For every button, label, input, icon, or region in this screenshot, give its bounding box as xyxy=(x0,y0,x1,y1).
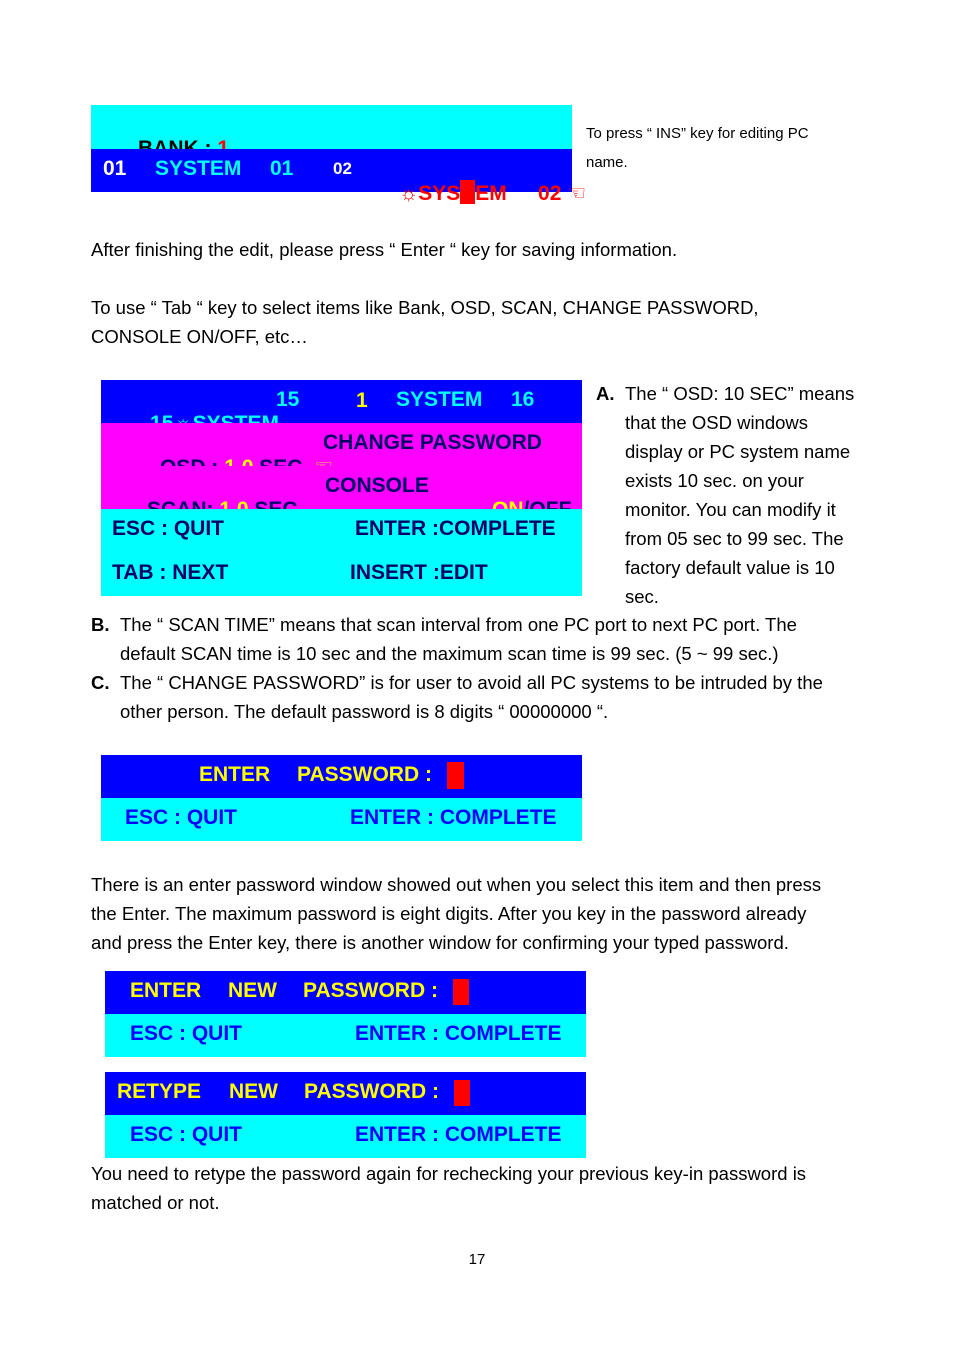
note-a-line: factory default value is 10 xyxy=(625,557,835,578)
esc-quit-hint: ESC : QUIT xyxy=(125,806,238,829)
enter-complete-hint: ENTER : COMPLETE xyxy=(350,806,557,829)
enter-password-window xyxy=(101,755,582,841)
password-input-cursor[interactable] xyxy=(454,1080,470,1106)
port-number-01: 01 xyxy=(103,157,127,180)
note-a-line: sec. xyxy=(625,586,659,607)
ins-key-note-line2: name. xyxy=(586,154,628,171)
new-password-hint-row xyxy=(105,1014,586,1057)
new-password-title-password: PASSWORD : xyxy=(303,979,438,1002)
port-index-02: 02 xyxy=(538,182,562,205)
note-b xyxy=(91,610,911,668)
new-password-window xyxy=(105,971,586,1057)
osd-bank-1: 1 xyxy=(356,389,368,412)
esc-quit-hint: ESC : QUIT xyxy=(130,1123,243,1146)
osd-index-16: 16 xyxy=(511,388,535,411)
password-input-cursor[interactable] xyxy=(447,762,464,789)
enter-complete-hint: ENTER : COMPLETE xyxy=(355,1022,562,1045)
note-b-line2: default SCAN time is 10 sec and the maximum scan time is 99 sec. (5 ~ 99 sec.) xyxy=(120,643,779,664)
retype-password-title-retype: RETYPE xyxy=(117,1080,202,1103)
retype-password-row xyxy=(105,1072,586,1115)
esc-quit-hint: ESC : QUIT xyxy=(112,517,225,540)
tab-next-hint: TAB : NEXT xyxy=(112,561,229,584)
note-c-label: C. xyxy=(91,672,110,693)
para-password-line2: the Enter. The maximum password is eight digits. After you key in the password already xyxy=(91,903,807,924)
sun-icon: ☼ xyxy=(399,182,419,205)
edit-cursor xyxy=(460,180,475,204)
retype-password-title-password: PASSWORD : xyxy=(304,1080,439,1103)
bank-osd-window xyxy=(91,105,587,205)
osd-row-osd-time xyxy=(101,423,582,466)
new-password-title-enter: ENTER xyxy=(130,979,202,1002)
osd-settings-window xyxy=(101,380,582,596)
ins-key-note xyxy=(586,119,946,177)
enter-password-hint-row xyxy=(101,798,582,841)
note-a-label: A. xyxy=(596,383,615,404)
retype-password-hint-row xyxy=(105,1115,586,1158)
change-password-item[interactable]: CHANGE PASSWORD xyxy=(323,431,542,454)
esc-quit-hint: ESC : QUIT xyxy=(130,1022,243,1045)
note-a-line: from 05 sec to 99 sec. The xyxy=(625,528,844,549)
osd-row-tab-insert xyxy=(101,553,582,596)
note-a-line: that the OSD windows xyxy=(625,412,809,433)
new-password-row xyxy=(105,971,586,1014)
note-c-line2: other person. The default password is 8 digits “ 00000000 “. xyxy=(120,701,609,722)
para-password-line3: and press the Enter key, there is another window for confirming your typed password. xyxy=(91,932,789,953)
para-password xyxy=(91,870,821,957)
note-a-line: The “ OSD: 10 SEC” means xyxy=(625,383,855,404)
para-retype xyxy=(91,1159,806,1217)
enter-password-title-a: ENTER xyxy=(199,763,271,786)
enter-password-title-b: PASSWORD : xyxy=(297,763,432,786)
port-name-system: SYSTEM xyxy=(155,157,242,180)
osd-system-name-b: SYSTEM xyxy=(396,388,483,411)
osd-row-systems xyxy=(101,380,582,423)
hand-pointer-icon: ☜ xyxy=(567,182,587,205)
para-tab-line2: CONSOLE ON/OFF, etc… xyxy=(91,326,308,347)
port-name-editing-part2: EM xyxy=(475,182,507,205)
bank-header-row xyxy=(91,105,572,149)
osd-index-15: 15 xyxy=(276,388,300,411)
osd-row-esc-enter xyxy=(101,509,582,553)
enter-complete-hint: ENTER :COMPLETE xyxy=(355,517,556,540)
port-number-02: 02 xyxy=(333,159,352,178)
note-a-line: display or PC system name xyxy=(625,441,851,462)
retype-password-title-new: NEW xyxy=(229,1080,278,1103)
port-index-01: 01 xyxy=(270,157,294,180)
note-c-line1: The “ CHANGE PASSWORD” is for user to avoid all PC systems to be intruded by the xyxy=(120,672,823,693)
enter-password-row xyxy=(101,755,582,798)
para-tab-key xyxy=(91,293,759,351)
password-input-cursor[interactable] xyxy=(453,979,469,1005)
console-label: CONSOLE xyxy=(325,474,429,497)
bank-port-row xyxy=(91,149,587,205)
insert-edit-hint: INSERT :EDIT xyxy=(350,561,488,584)
osd-row-scan-time xyxy=(101,466,582,509)
note-a-line: exists 10 sec. on your xyxy=(625,470,804,491)
note-a-line: monitor. You can modify it xyxy=(625,499,836,520)
note-b-label: B. xyxy=(91,614,110,635)
para-tab-line1: To use “ Tab “ key to select items like Bank, OSD, SCAN, CHANGE PASSWORD, xyxy=(91,297,759,318)
note-b-line1: The “ SCAN TIME” means that scan interval from one PC port to next PC port. The xyxy=(120,614,797,635)
port-name-editing-part1: SYS xyxy=(418,182,461,205)
note-c xyxy=(91,668,911,726)
para-after-edit: After finishing the edit, please press “ Enter “ key for saving information. xyxy=(91,239,678,260)
enter-complete-hint: ENTER : COMPLETE xyxy=(355,1123,562,1146)
page-number: 17 xyxy=(468,1251,486,1268)
para-password-line1: There is an enter password window showed out when you select this item and then press xyxy=(91,874,822,895)
new-password-title-new: NEW xyxy=(228,979,277,1002)
ins-key-note-line1: To press “ INS” key for editing PC xyxy=(586,125,809,142)
retype-password-window xyxy=(105,1072,586,1158)
para-retype-line2: matched or not. xyxy=(91,1192,220,1213)
note-a xyxy=(596,379,896,611)
para-retype-line1: You need to retype the password again for rechecking your previous key-in password is xyxy=(91,1163,807,1184)
